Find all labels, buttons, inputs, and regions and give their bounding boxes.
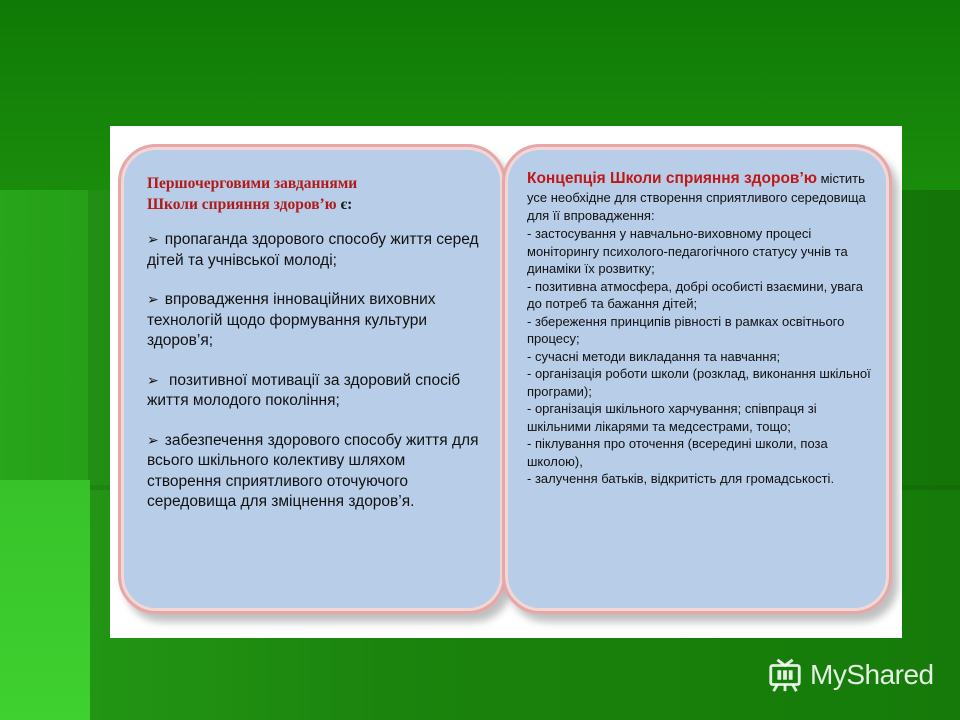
- right-item: - залучення батьків, відкритість для громадськості.: [527, 471, 835, 486]
- left-heading-line2: Школи сприяння здоров’ю: [147, 196, 337, 213]
- right-item: - застосування у навчально-виховному процесі моніторингу психолого-педагогічного статусу учнів та динаміки їх розвитку;: [527, 226, 848, 276]
- right-card-heading: Концепція Школи сприяння здоров’ю: [527, 170, 817, 187]
- right-card-intro-block: [527, 169, 875, 225]
- left-item: ➢ впровадження інноваційних виховних технологій щодо формування культури здоров’я;: [147, 291, 436, 349]
- left-heading-line1: Першочерговими завданнями: [147, 175, 358, 192]
- arrowhead-bullet-icon: ➢: [147, 291, 159, 307]
- right-card: [502, 144, 892, 614]
- right-item: - позитивна атмосфера, добрі особисті взаємини, увага до потреб та бажання дітей;: [527, 278, 863, 311]
- watermark-logo: [766, 656, 934, 694]
- arrowhead-bullet-icon: ➢: [147, 371, 159, 388]
- arrowhead-bullet-icon: ➢: [147, 431, 159, 448]
- myshared-logo-icon: [766, 656, 804, 694]
- right-item: - збереження принципів рівності в рамках освітнього процесу;: [527, 313, 845, 346]
- background-bright-block: [0, 480, 90, 720]
- right-item: - організація шкільного харчування; співпраця зі шкільними лікарями та медсестрами, тощо;: [527, 401, 817, 434]
- right-item: - організація роботи школи (розклад, виконання шкільної програми);: [527, 366, 871, 399]
- arrowhead-bullet-icon: ➢: [147, 231, 159, 247]
- left-item: ➢ пропаганда здорового способу життя серед дітей та учнівської молоді;: [147, 231, 479, 269]
- right-card-intro: містить усе необхідне для створення сприятливого середовища для її впровадження:: [527, 171, 866, 223]
- left-heading-suffix: є:: [340, 196, 353, 213]
- left-item: ➢ позитивної мотивації за здоровий спосіб життя молодого покоління;: [147, 371, 461, 409]
- left-card-heading: [147, 173, 481, 215]
- right-item: - сучасні методи викладання та навчання;: [527, 348, 781, 364]
- watermark-text: MyShared: [810, 659, 934, 690]
- right-card-list: [527, 225, 875, 488]
- right-item: - піклування про оточення (всередині школи, поза школою),: [527, 436, 828, 469]
- slide-image: [110, 126, 902, 638]
- left-item: ➢ забезпечення здорового способу життя для всього шкільного колективу шляхом створення сприятливого оточуючого середовища для зміцнення здоров’я.: [147, 431, 479, 510]
- left-card: [118, 144, 506, 614]
